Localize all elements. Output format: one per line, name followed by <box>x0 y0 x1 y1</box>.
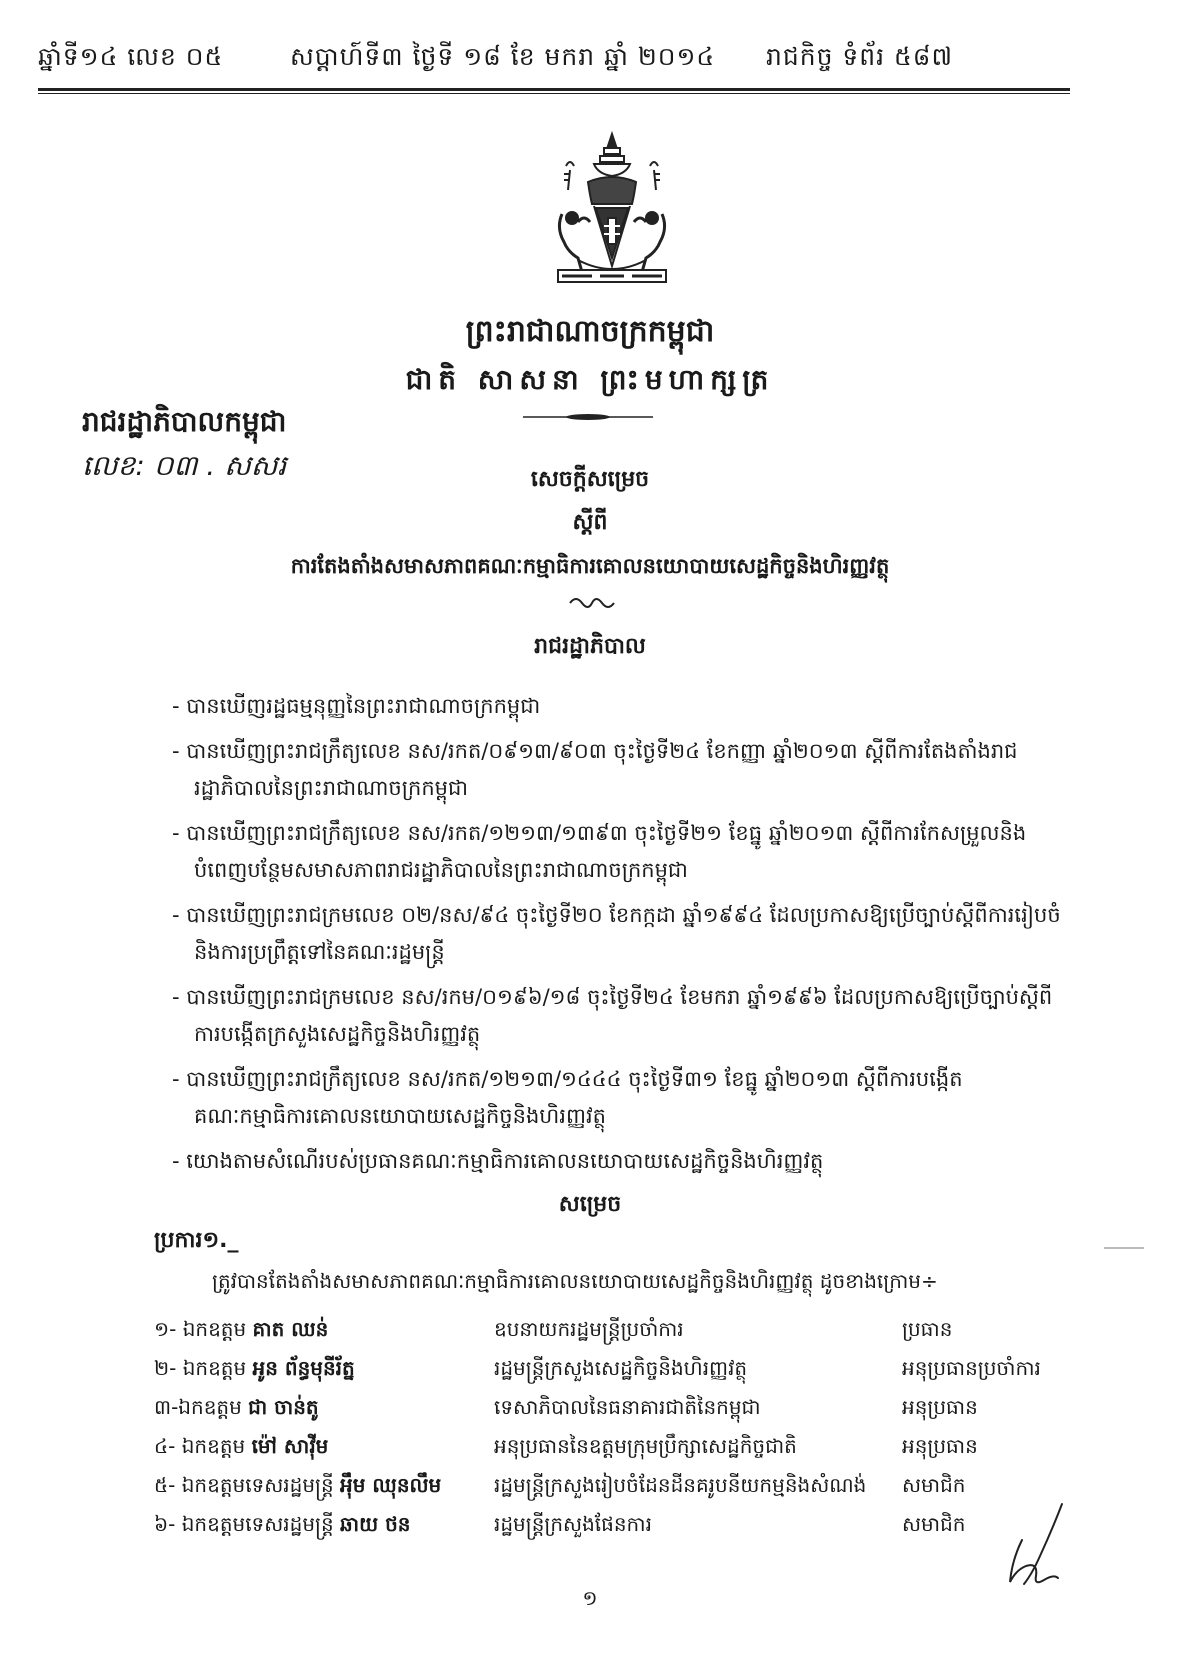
member-role: អនុប្រធាន <box>902 1434 978 1458</box>
member-role: សមាជិក <box>902 1473 966 1497</box>
member-name: ម៉ៅ សាវុីម <box>251 1434 329 1458</box>
header-divider-thin <box>38 93 1070 94</box>
article-intro: ត្រូវបានតែងតាំងសមាសភាពគណៈកម្មាធិការគោលនយោបាយសេដ្ឋកិច្ចនិងហិរញ្ញវត្ថុ ដូចខាងក្រោម÷ <box>212 1269 938 1293</box>
issuing-authority: រាជរដ្ឋាភិបាលកម្ពុជា <box>82 405 287 438</box>
member-name: អូន ព័ន្ធមុនីរ័ត្ន <box>252 1356 355 1380</box>
member-position: រដ្ឋមន្ត្រីក្រសួងផែនការ <box>494 1512 652 1536</box>
recital-item: - បានឃើញព្រះរាជក្រមលេខ នស/រកម/០១៩៦/១៨ ចុះថ្ងៃទី២៤ ខែមករា ឆ្នាំ១៩៩៦ ដែលប្រកាសឱ្យប្រើច្បាប់ស្តីពីការបង្កើតក្រសួងសេដ្ឋកិច្ចនិងហិរញ្ញវត្ថុ <box>172 985 1053 1046</box>
members-table <box>154 1310 1074 1544</box>
member-name: អុឹម ឈុនលឹម <box>340 1473 442 1497</box>
small-ornament-icon <box>568 595 616 609</box>
recital-item: - បានឃើញព្រះរាជក្រឹត្យលេខ នស/រកត/០៩១៣/៩០៣ ចុះថ្ងៃទី២៤ ខែកញ្ញា ឆ្នាំ២០១៣ ស្តីពីការតែងតាំងរាជរដ្ឋាភិបាលនៃព្រះរាជាណាចក្រកម្ពុជា <box>172 739 1018 800</box>
gazette-year-issue: ឆ្នាំទី១៤ លេខ ០៥ <box>38 42 224 71</box>
member-prefix: ៤- ឯកឧត្តម <box>154 1434 246 1458</box>
member-position: ទេសាភិបាលនៃធនាគារជាតិនៃកម្ពុជា <box>494 1395 761 1419</box>
member-position: អនុប្រធាននៃឧត្តមក្រុមប្រឹក្សាសេដ្ឋកិច្ចជាតិ <box>494 1434 797 1458</box>
member-position: ឧបនាយករដ្ឋមន្ត្រីប្រចាំការ <box>494 1317 684 1341</box>
gazette-date: សប្តាហ៍ទី៣ ថ្ងៃទី ១៨ ខែ មករា ឆ្នាំ ២០១៤ <box>290 42 716 71</box>
member-role: អនុប្រធានប្រចាំការ <box>902 1356 1041 1380</box>
member-position: រដ្ឋមន្ត្រីក្រសួងរៀបចំដែនដីនគរូបនីយកម្មនិងសំណង់ <box>494 1473 867 1497</box>
member-row <box>154 1505 1074 1544</box>
ornament-divider-icon <box>523 412 653 422</box>
recital-item: - បានឃើញព្រះរាជក្រមលេខ ០២/នស/៩៤ ចុះថ្ងៃទី២០ ខែកក្កដា ឆ្នាំ១៩៩៤ ដែលប្រកាសឱ្យប្រើច្បាប់ស្តីពីការរៀបចំនិងការប្រព្រឹត្តទៅនៃគណៈរដ្ឋមន្ត្រី <box>172 903 1061 964</box>
recital-item: - យោងតាមសំណើរបស់ប្រធានគណៈកម្មាធិការគោលនយោបាយសេដ្ឋកិច្ចនិងហិរញ្ញវត្ថុ <box>172 1149 824 1173</box>
header-divider <box>38 88 1070 91</box>
royal-coat-of-arms-icon <box>548 130 676 298</box>
document-number: លេខ: ០៣ . សសរ <box>82 449 287 482</box>
recital-item: - បានឃើញព្រះរាជក្រឹត្យលេខ នស/រកត/១២១៣/១៣៩៣ ចុះថ្ងៃទី២១ ខែធ្នូ ឆ្នាំ២០១៣ ស្តីពីការកែសម្រួលនិងបំពេញបន្ថែមសមាសភាពរាជរដ្ឋាភិបាលនៃព្រះរាជាណាចក្រកម្ពុជា <box>172 821 1027 882</box>
document-type: សេចក្តីសម្រេច <box>530 467 650 492</box>
national-motto: ជាតិ សាសនា ព្រះមហាក្សត្រ <box>405 363 775 396</box>
member-name: ឆាយ ថន <box>340 1512 411 1536</box>
member-prefix: ៦- ឯកឧត្តមទេសរដ្ឋមន្ត្រី <box>154 1512 334 1536</box>
member-position: រដ្ឋមន្ត្រីក្រសួងសេដ្ឋកិច្ចនិងហិរញ្ញវត្ថុ <box>494 1356 748 1380</box>
member-row <box>154 1310 1074 1349</box>
member-prefix: ២- ឯកឧត្តម <box>154 1356 247 1380</box>
about-label: ស្តីពី <box>572 510 608 535</box>
member-role: អនុប្រធាន <box>902 1395 978 1419</box>
member-row <box>154 1388 1074 1427</box>
recitals-list <box>172 688 1072 1188</box>
recital-item: - បានឃើញព្រះរាជក្រឹត្យលេខ នស/រកត/១២១៣/១៤៤៤ ចុះថ្ងៃទី៣១ ខែធ្នូ ឆ្នាំ២០១៣ ស្តីពីការបង្កើតគណៈកម្មាធិការគោលនយោបាយសេដ្ឋកិច្ចនិងហិរញ្ញវត្ថុ <box>172 1067 963 1128</box>
page-number: ១ <box>582 1586 598 1610</box>
member-name: ជា ចាន់តូ <box>248 1395 319 1419</box>
member-name: គាត ឈន់ <box>252 1317 329 1341</box>
member-prefix: ៣-ឯកឧត្តម <box>154 1395 242 1419</box>
decision-heading: សម្រេច <box>558 1192 622 1217</box>
handwritten-signature-icon <box>1002 1500 1072 1590</box>
article-heading: ប្រការ១._ <box>154 1228 239 1253</box>
gazette-page: រាជកិច្ច ទំព័រ ៥៨៧ <box>766 42 953 71</box>
member-row <box>154 1349 1074 1388</box>
recital-item: - បានឃើញរដ្ឋធម្មនុញ្ញនៃព្រះរាជាណាចក្រកម្ពុជា <box>172 694 541 718</box>
document-subject: ការតែងតាំងសមាសភាពគណៈកម្មាធិការគោលនយោបាយសេដ្ឋកិច្ចនិងហិរញ្ញវត្ថុ <box>290 554 890 578</box>
scan-edge-mark <box>1104 1247 1144 1249</box>
member-row <box>154 1466 1074 1505</box>
member-role: សមាជិក <box>902 1512 966 1536</box>
member-prefix: ១- ឯកឧត្តម <box>154 1317 247 1341</box>
member-role: ប្រធាន <box>902 1317 953 1341</box>
member-row <box>154 1427 1074 1466</box>
authority-heading: រាជរដ្ឋាភិបាល <box>534 634 646 659</box>
member-prefix: ៥- ឯកឧត្តមទេសរដ្ឋមន្ត្រី <box>154 1473 334 1497</box>
kingdom-title: ព្រះរាជាណាចក្រកម្ពុជា <box>465 314 715 349</box>
gazette-header <box>38 42 1068 82</box>
